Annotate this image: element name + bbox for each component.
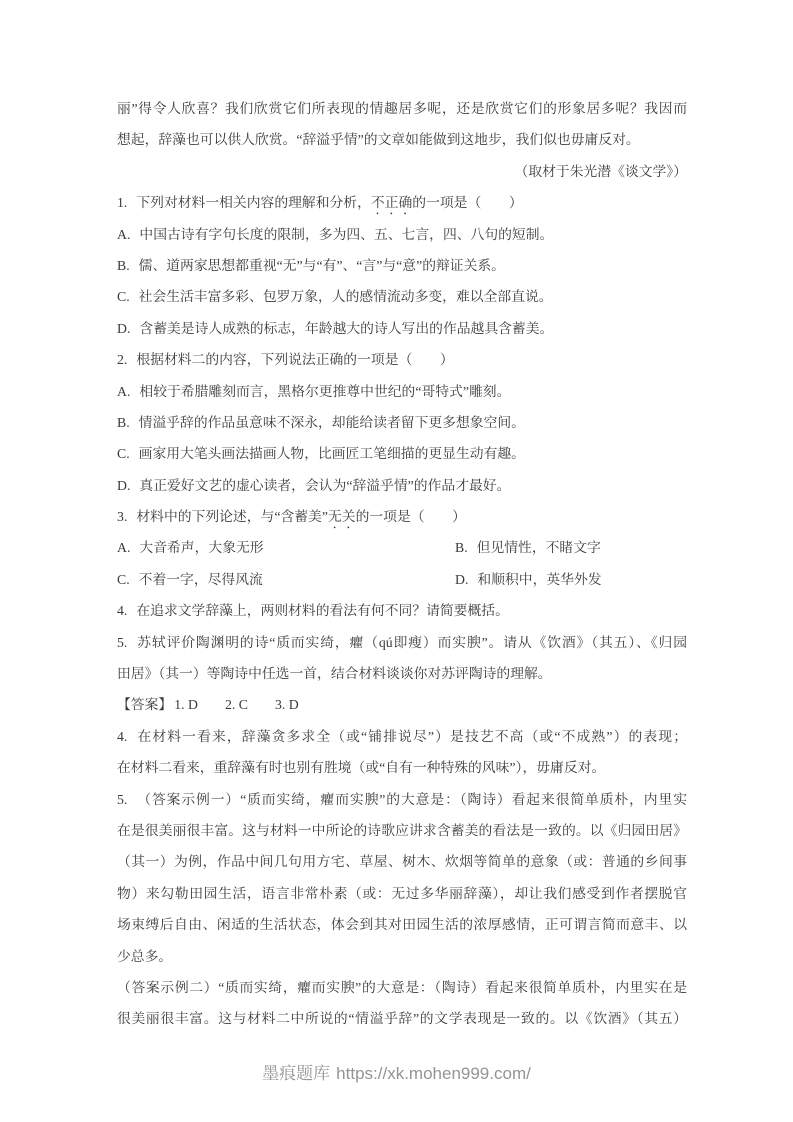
option-text: 情溢乎辞的作品虽意味不深永，却能给读者留下更多想象空间。 — [138, 414, 525, 430]
footer-url: https://xk.mohen999.com/ — [336, 1064, 531, 1083]
question-3-option-c — [117, 564, 455, 595]
document-content — [117, 93, 687, 1035]
question-4-prompt — [117, 595, 687, 626]
answer-choice-2: 2. C — [224, 697, 248, 713]
answer-choice-3: 3. D — [274, 697, 299, 713]
question-number: 2. — [117, 352, 128, 368]
question-1-option-b — [117, 250, 687, 281]
option-text: 社会生活丰富多彩、包罗万象，人的感情流动多变，难以全部直说。 — [138, 289, 553, 305]
question-number: 5. — [117, 634, 128, 650]
answer-4-line — [117, 721, 687, 752]
answer-marker: 【答案】 — [117, 697, 173, 713]
answer-5-example1-line — [117, 784, 687, 815]
question-text: 苏轼评价陶渊明的诗“质而实绮，癯（qú即瘦）而实腴”。请从《饮酒》（其五）、《归园 — [136, 634, 687, 650]
option-text: 中国古诗有字句长度的限制，多为四、五、七言，四、八句的短制。 — [139, 226, 554, 242]
answer-5-example2-line: 很美丽很丰富。这与材料二中所说的“情溢乎辞”的文学表现是一致的。以《饮酒》（其五） — [117, 1011, 687, 1027]
answer-text: （答案示例一）“质而实绮，癯而实腴”的大意是：（陶诗）看起来很简单质朴，内里实 — [136, 791, 687, 807]
intro-line: 想起，辞藻也可以供人欣赏。“辞溢乎情”的文章如能做到这地步，我们似也毋庸反对。 — [117, 132, 640, 148]
question-3-option-d — [455, 564, 687, 595]
question-1-option-c — [117, 281, 687, 312]
question-text: 的一项是（ ） — [355, 509, 466, 525]
answer-5-example1-line: 物）来勾勒田园生活，语言非常朴素（或：无过多华丽辞藻），却让我们感受到作者摆脱官 — [117, 885, 687, 901]
page-footer — [0, 1062, 793, 1086]
answer-key-line — [117, 689, 687, 720]
question-2-option-a — [117, 376, 687, 407]
answer-text: 在材料一看来，辞藻贪多求全（或“铺排说尽”）是技艺不高（或“不成熟”）的表现； — [136, 728, 687, 744]
option-text: 不着一字，尽得风流 — [138, 571, 263, 587]
question-3-options-row-1 — [117, 532, 687, 563]
question-2-option-b — [117, 407, 687, 438]
option-label: D. — [117, 477, 131, 493]
option-text: 相较于希腊雕刻而言，黑格尔更推尊中世纪的“哥特式”雕刻。 — [139, 383, 511, 399]
question-text: 下列对材料一相关内容的理解和分析， — [136, 195, 371, 211]
question-2-option-d — [117, 470, 687, 501]
question-2-option-c — [117, 438, 687, 469]
answer-5-example2-line: （答案示例二）“质而实绮，癯而实腴”的大意是：（陶诗）看起来很简单质朴，内里实在是 — [117, 979, 687, 995]
option-label: C. — [117, 446, 130, 462]
question-3-option-b — [455, 532, 687, 563]
question-text-emphasized: 无关 — [327, 509, 356, 525]
question-3-prompt — [117, 501, 687, 532]
question-3-option-a — [117, 532, 455, 563]
answer-4-line: 在材料二看来，重辞藻有时也别有胜境（或“自有一种特殊的风味”），毋庸反对。 — [117, 760, 606, 776]
question-3-options-row-2 — [117, 564, 687, 595]
option-label: A. — [117, 383, 131, 399]
question-text: 在追求文学辞藻上，两则材料的看法有何不同？请简要概括。 — [136, 603, 509, 619]
option-text: 但见情性，不睹文字 — [476, 540, 601, 556]
option-text: 含蓄美是诗人成熟的标志，年龄越大的诗人写出的作品越具含蓄美。 — [139, 320, 554, 336]
question-2-prompt — [117, 344, 687, 375]
question-text: 根据材料二的内容，下列说法正确的一项是（ ） — [136, 352, 454, 368]
answer-5-example1-line: 少总多。 — [117, 948, 173, 964]
question-5-prompt-line — [117, 627, 687, 658]
option-text: 儒、道两家思想都重视“无”与“有”、“言”与“意”的辩证关系。 — [138, 257, 505, 273]
option-label: A. — [117, 226, 131, 242]
answer-number: 5. — [117, 791, 128, 807]
answer-5-example1-line: 在是很美丽很丰富。这与材料一中所论的诗歌应讲求含蓄美的看法是一致的。以《归园田居》 — [117, 822, 687, 838]
answer-choice-1: 1. D — [174, 697, 198, 713]
question-text-emphasized: 不正确 — [370, 195, 413, 211]
question-5-prompt-line: 田居》（其一）等陶诗中任选一首，结合材料谈谈你对苏评陶诗的理解。 — [117, 666, 552, 682]
question-number: 3. — [117, 509, 128, 525]
question-1-prompt — [117, 187, 687, 218]
option-label: B. — [455, 540, 468, 556]
answer-number: 4. — [117, 728, 128, 744]
option-text: 画家用大笔头画法描画人物，比画匠工笔细描的更显生动有趣。 — [138, 446, 525, 462]
question-number: 4. — [117, 603, 128, 619]
answer-5-example1-line: （其一）为例，作品中间几句用方宅、草屋、树木、炊烟等简单的意象（或：普通的乡间事 — [117, 854, 687, 870]
attribution-line: （取材于朱光潜《谈文学》） — [514, 163, 687, 179]
question-1-option-a — [117, 219, 687, 250]
option-text: 真正爱好文艺的虚心读者，会认为“辞溢乎情”的作品才最好。 — [139, 477, 511, 493]
question-text: 的一项是（ ） — [412, 195, 523, 211]
option-label: B. — [117, 414, 130, 430]
question-1-option-d — [117, 313, 687, 344]
option-label: D. — [455, 571, 469, 587]
option-label: C. — [117, 289, 130, 305]
option-label: C. — [117, 571, 130, 587]
answer-5-example1-line: 场束缚后自由、闲适的生活状态，体会到其对田园生活的浓厚感情，正可谓言简而意丰、以 — [117, 917, 687, 933]
option-label: A. — [117, 540, 131, 556]
option-text: 和顺积中，英华外发 — [477, 571, 602, 587]
question-number: 1. — [117, 195, 128, 211]
option-text: 大音希声，大象无形 — [139, 540, 264, 556]
question-text: 材料中的下列论述，与“含蓄美” — [136, 509, 328, 525]
option-label: B. — [117, 257, 130, 273]
option-label: D. — [117, 320, 131, 336]
footer-site-name: 墨痕题库 — [262, 1064, 331, 1083]
intro-line: 丽”得令人欣喜？我们欣赏它们所表现的情趣居多呢，还是欣赏它们的形象居多呢？我因而 — [117, 101, 687, 116]
